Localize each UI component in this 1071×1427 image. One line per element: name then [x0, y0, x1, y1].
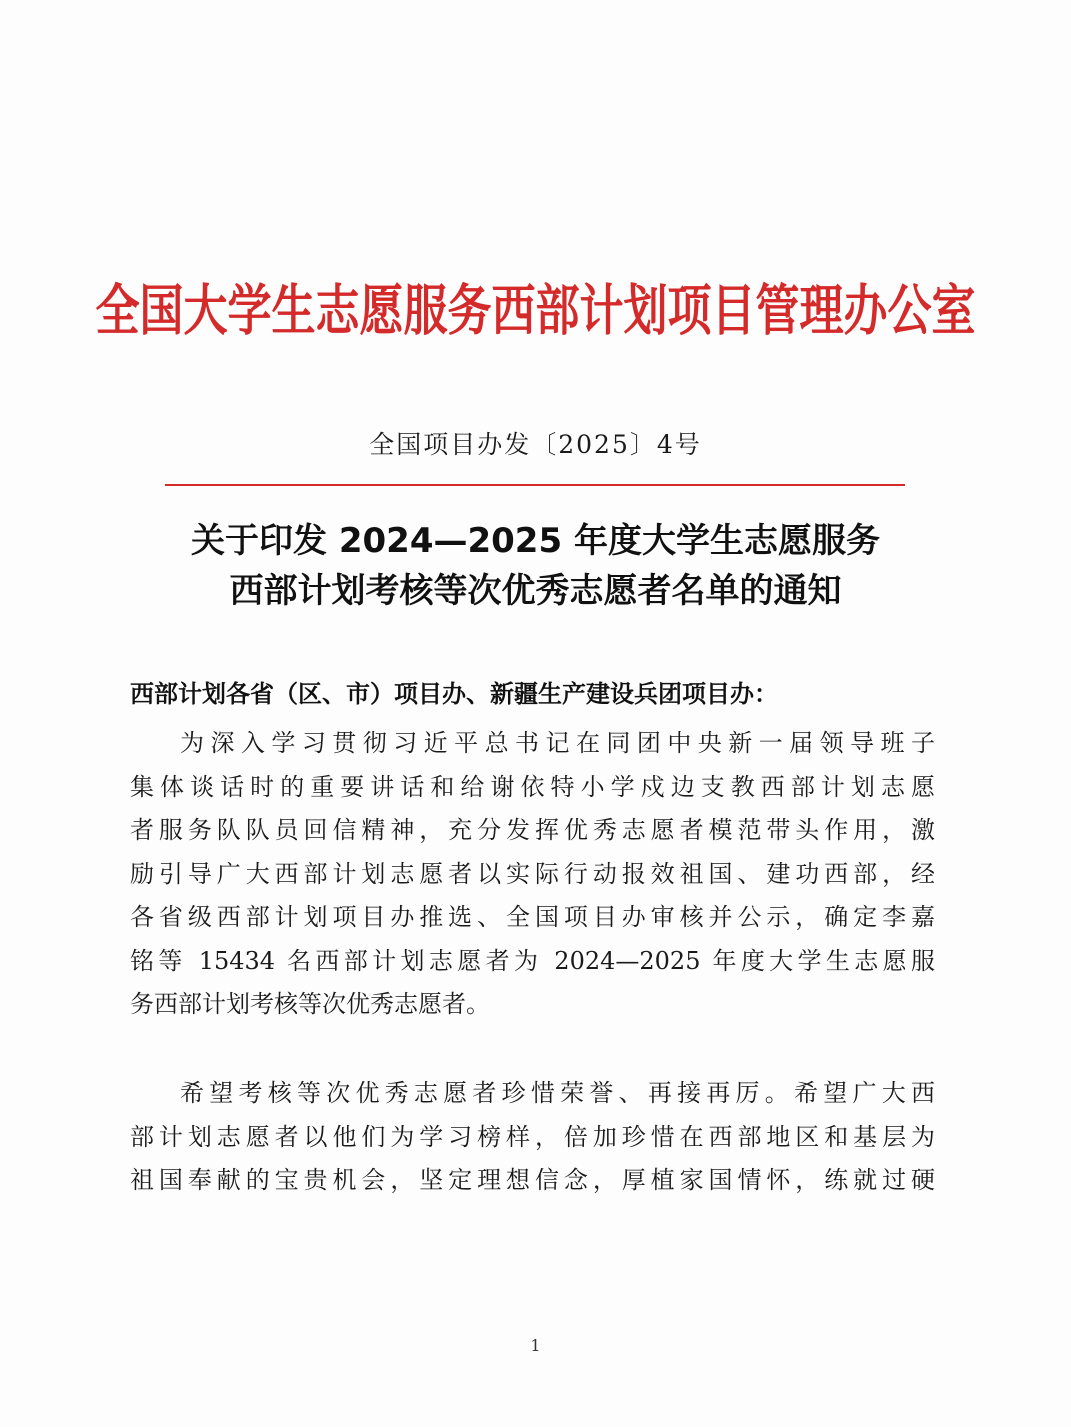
paragraph-line: 务西部计划考核等次优秀志愿者。 [130, 990, 490, 1018]
paragraph-line: 铭等 15434 名西部计划志愿者为 2024—2025 年度大学生志愿服 [130, 946, 935, 975]
red-divider-line [165, 484, 905, 486]
paragraph-line: 部计划志愿者以他们为学习榜样，倍加珍惜在西部地区和基层为 [130, 1122, 935, 1151]
paragraph-line: 集体谈话时的重要讲话和给谢依特小学戍边支教西部计划志愿 [130, 772, 935, 801]
paragraph-line: 各省级西部计划项目办推选、全国项目办审核并公示，确定李嘉 [130, 903, 935, 931]
body-paragraph-1 [130, 722, 935, 1027]
document-number: 全国项目办发〔2025〕4号 [369, 430, 702, 459]
paragraph-line: 祖国奉献的宝贵机会，坚定理想信念，厚植家国情怀，练就过硬 [130, 1166, 935, 1194]
paragraph-line: 为深入学习贯彻习近平总书记在同团中央新一届领导班子 [180, 729, 935, 757]
paragraph-line: 者服务队队员回信精神，充分发挥优秀志愿者模范带头作用，激 [130, 816, 935, 844]
paragraph-line: 励引导广大西部计划志愿者以实际行动报效祖国、建功西部，经 [130, 859, 935, 888]
title-line: 西部计划考核等次优秀志愿者名单的通知 [229, 571, 842, 611]
issuing-office-header: 全国大学生志愿服务西部计划项目管理办公室 [95, 279, 976, 343]
salutation: 西部计划各省（区、市）项目办、新疆生产建设兵团项目办： [130, 680, 778, 708]
paragraph-line: 希望考核等次优秀志愿者珍惜荣誉、再接再厉。希望广大西 [180, 1079, 935, 1107]
title-line: 关于印发 2024—2025 年度大学生志愿服务 [191, 521, 880, 561]
page-number: 1 [530, 1336, 541, 1355]
notice-title [0, 516, 1071, 616]
body-paragraph-2 [130, 1072, 935, 1203]
